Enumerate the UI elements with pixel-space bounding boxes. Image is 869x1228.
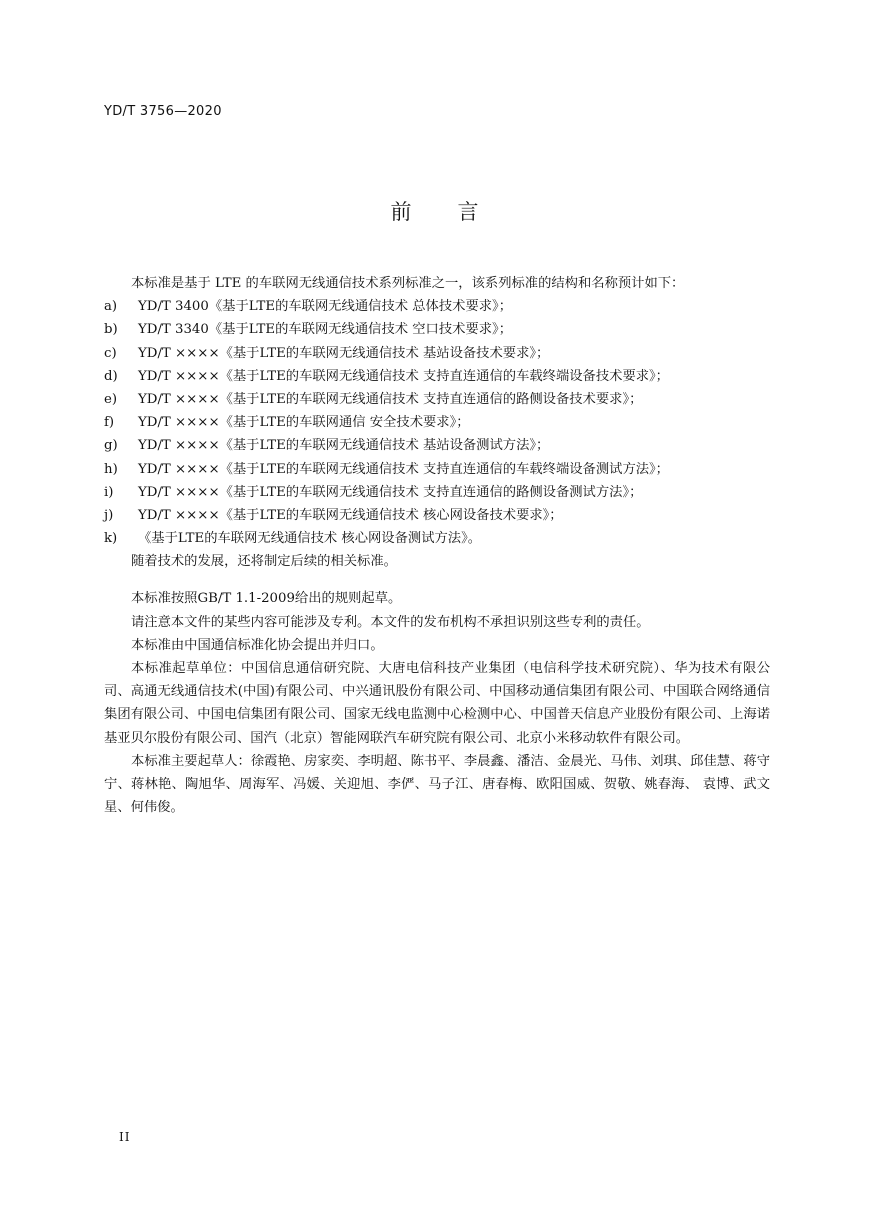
list-item-text: YD/T 3340《基于LTE的车联网无线通信技术 空口技术要求》； <box>138 322 512 338</box>
title-char-1: 前 <box>390 200 412 224</box>
page-title <box>0 196 869 226</box>
list-item <box>104 318 770 341</box>
list-item-label: f) <box>104 415 115 431</box>
list-item <box>104 504 770 527</box>
title-char-2: 言 <box>457 200 479 224</box>
list-item-text: YD/T ××××《基于LTE的车联网无线通信技术 基站设备测试方法》； <box>138 438 550 454</box>
list-item-label: k) <box>104 531 118 547</box>
list-item-text: YD/T 3400《基于LTE的车联网无线通信技术 总体技术要求》； <box>138 299 512 315</box>
list-item <box>104 342 770 365</box>
list-item-label: h) <box>104 461 118 477</box>
list-item-label: d) <box>104 368 118 384</box>
list-item <box>104 481 770 504</box>
spacer <box>104 573 770 587</box>
list-item-label: i) <box>104 484 114 500</box>
list-item-text: YD/T ××××《基于LTE的车联网无线通信技术 支持直连通信的车载终端设备测试方法》； <box>138 461 669 477</box>
list-item <box>104 434 770 457</box>
list-item-label: a) <box>104 299 118 315</box>
list-item-text: YD/T ××××《基于LTE的车联网无线通信技术 基站设备技术要求》； <box>138 345 550 361</box>
document-code: YD/T 3756—2020 <box>104 104 222 119</box>
intro-paragraph: 本标准是基于 LTE 的车联网无线通信技术系列标准之一，该系列标准的结构和名称预计如下： <box>131 276 685 291</box>
page-number: II <box>119 1130 131 1144</box>
series-note: 随着技术的发展，还将制定后续的相关标准。 <box>131 554 397 570</box>
list-item-label: g) <box>104 438 118 454</box>
list-item-text: 《基于LTE的车联网无线通信技术 核心网设备测试方法》。 <box>138 531 482 547</box>
list-item <box>104 295 770 318</box>
list-item-label: e) <box>104 391 118 407</box>
list-item-text: YD/T ××××《基于LTE的车联网通信 安全技术要求》； <box>138 415 470 431</box>
list-item-text: YD/T ××××《基于LTE的车联网无线通信技术 支持直连通信的车载终端设备技术要求》； <box>138 368 669 384</box>
list-item-label: j) <box>104 507 114 523</box>
list-item <box>104 411 770 434</box>
list-item <box>104 365 770 388</box>
list-item <box>104 458 770 481</box>
list-item-text: YD/T ××××《基于LTE的车联网无线通信技术 核心网设备技术要求》； <box>138 507 563 523</box>
foreword-body <box>104 272 770 819</box>
drafters-paragraph: 本标准主要起草人：徐霞艳、房家奕、李明超、陈书平、李晨鑫、潘洁、金晨光、马伟、刘琪、邱佳慧、蒋守宁、蒋林艳、陶旭华、周海军、冯媛、关迎旭、李俨、马子江、唐春梅、欧阳国威、贺敬、姚春海、 袁博、武文星、何伟俊。 <box>104 753 770 816</box>
drafting-units-paragraph: 本标准起草单位：中国信息通信研究院、大唐电信科技产业集团（电信科学技术研究院）、华为技术有限公司、高通无线通信技术(中国)有限公司、中兴通讯股份有限公司、中国移动通信集团有限公司、中国联合网络通信集团有限公司、中国电信集团有限公司、国家无线电监测中心检测中心、中国普天信息产业股份有限公司、上海诺基亚贝尔股份有限公司、国汽（北京）智能网联汽车研究院有限公司、北京小米移动软件有限公司。 <box>104 661 770 746</box>
list-item-label: b) <box>104 322 118 338</box>
series-list <box>104 295 770 550</box>
list-item <box>104 388 770 411</box>
drafting-rules-paragraph: 本标准按照GB/T 1.1-2009给出的规则起草。 <box>131 591 402 607</box>
list-item <box>104 527 770 550</box>
patent-notice-paragraph: 请注意本文件的某些内容可能涉及专利。本文件的发布机构不承担识别这些专利的责任。 <box>131 614 650 630</box>
proposed-by-paragraph: 本标准由中国通信标准化协会提出并归口。 <box>131 637 384 653</box>
list-item-label: c) <box>104 345 117 361</box>
list-item-text: YD/T ××××《基于LTE的车联网无线通信技术 支持直连通信的路侧设备测试方法》； <box>138 484 643 500</box>
list-item-text: YD/T ××××《基于LTE的车联网无线通信技术 支持直连通信的路侧设备技术要求》； <box>138 391 643 407</box>
